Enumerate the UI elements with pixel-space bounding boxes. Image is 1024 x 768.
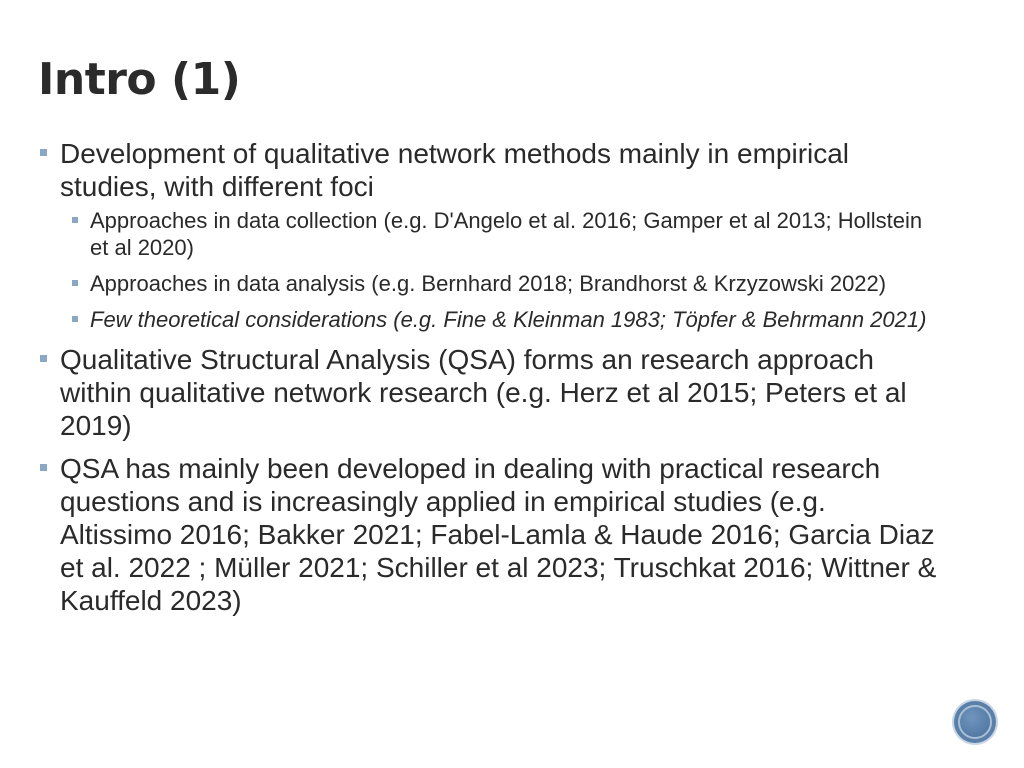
bullet-item-development: [40, 137, 940, 333]
sub-bullet-list: [60, 207, 940, 333]
square-bullet-icon: [72, 316, 78, 322]
sub-bullet-text: Few theoretical considerations (e.g. Fine & Kleinman 1983; Töpfer & Behrmann 2021): [90, 307, 927, 332]
slide-title: Intro (1): [38, 54, 241, 105]
circle-nav-icon[interactable]: [954, 701, 996, 743]
square-bullet-icon: [40, 355, 47, 362]
bullet-list: [40, 137, 940, 617]
circle-nav-inner: [958, 705, 992, 739]
sub-bullet-text: Approaches in data collection (e.g. D'Angelo et al. 2016; Gamper et al 2013; Hollstein et al 2020): [90, 208, 923, 260]
bullet-text: QSA has mainly been developed in dealing with practical research questions and is increasingly applied in empirical studies (e.g. Altissimo 2016; Bakker 2021; Fabel-Lamla & Haude 2016; Garcia Diaz et al. 2022 ; Müller 2021; Schiller et al 2023; Truschkat 2016; Wittner & Kauffeld 2023): [60, 453, 937, 616]
sub-bullet-text: Approaches in data analysis (e.g. Bernhard 2018; Brandhorst & Krzyzowski 2022): [90, 271, 887, 296]
bullet-item-qsa-approach: [40, 343, 940, 442]
square-bullet-icon: [40, 149, 47, 156]
slide-content: [40, 137, 940, 627]
sub-bullet-item-theoretical: [60, 306, 940, 333]
square-bullet-icon: [72, 280, 78, 286]
sub-bullet-item-data-collection: [60, 207, 940, 261]
square-bullet-icon: [72, 217, 78, 223]
square-bullet-icon: [40, 464, 47, 471]
bullet-text: Qualitative Structural Analysis (QSA) forms an research approach within qualitative network research (e.g. Herz et al 2015; Peters et al 2019): [60, 344, 907, 441]
sub-bullet-item-data-analysis: [60, 270, 940, 297]
bullet-item-qsa-developed: [40, 452, 940, 617]
bullet-text: Development of qualitative network methods mainly in empirical studies, with different foci: [60, 138, 850, 202]
